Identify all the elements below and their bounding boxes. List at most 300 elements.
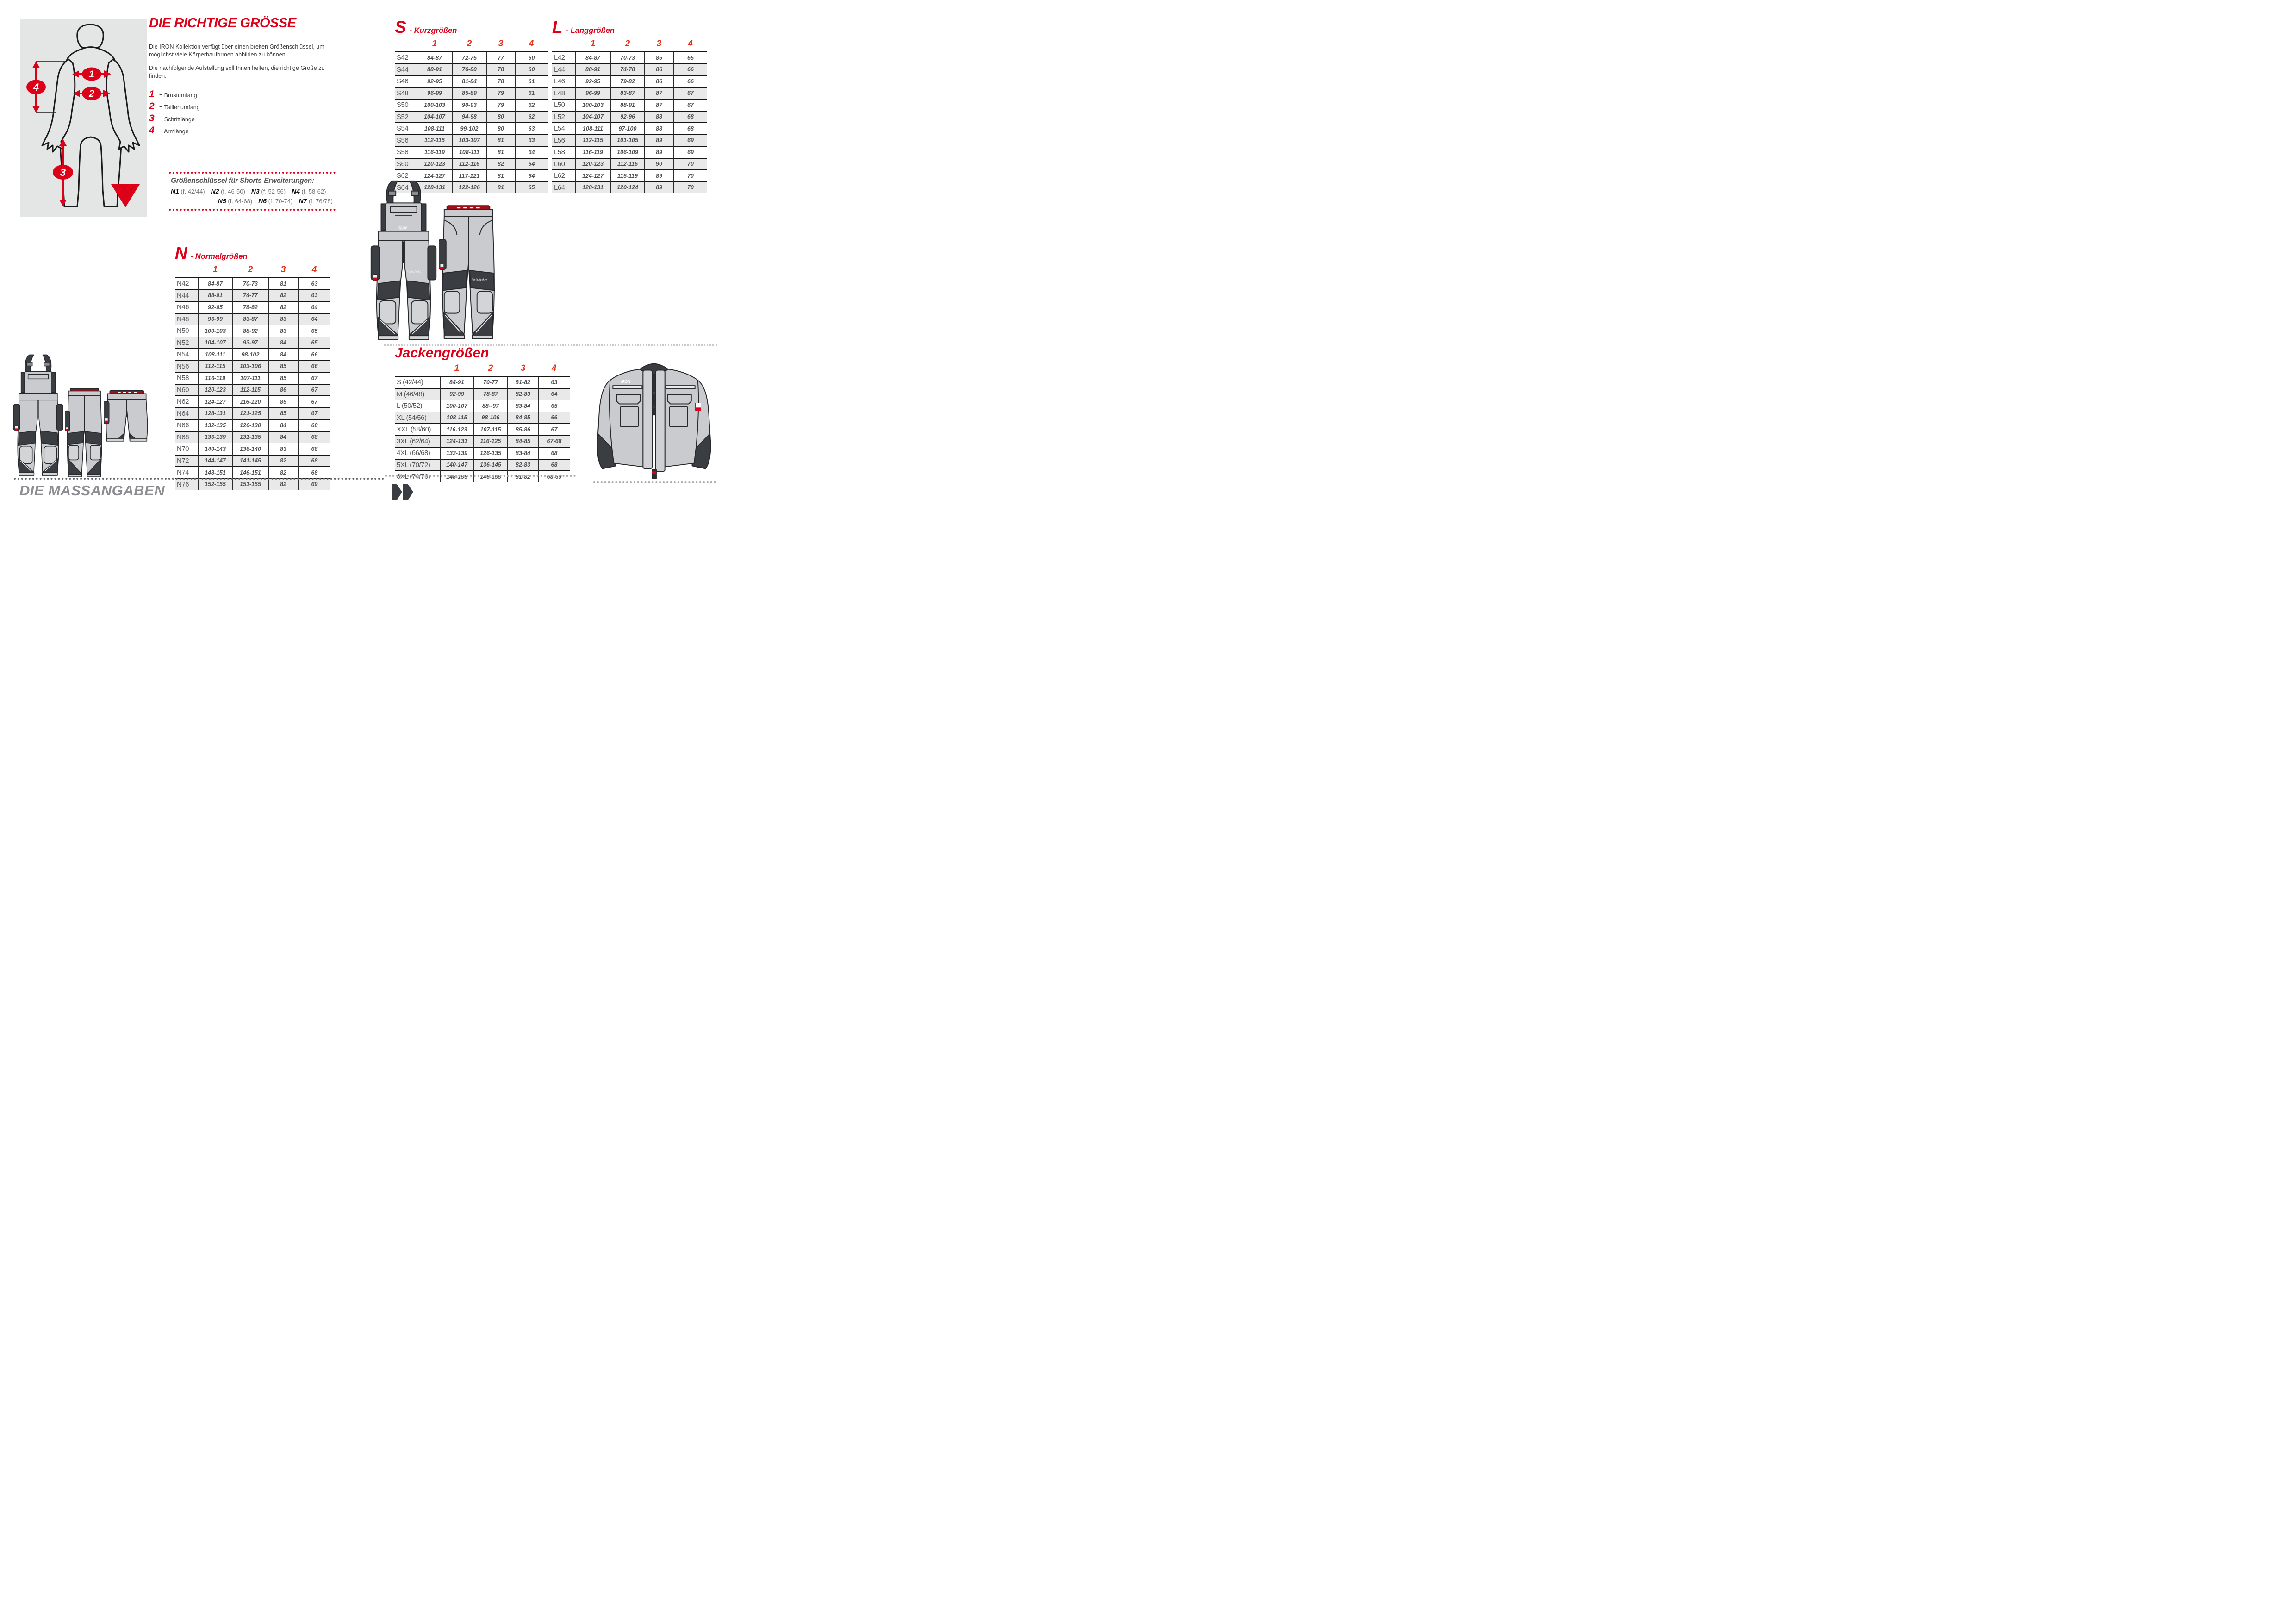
size-value: 116-119	[417, 146, 452, 158]
size-value: 67	[298, 408, 330, 420]
table-langgroessen	[552, 38, 707, 193]
size-value: 112-115	[575, 135, 610, 147]
legend-label: = Brustumfang	[159, 92, 197, 99]
size-value: 82	[268, 467, 298, 479]
size-value: 140-143	[198, 443, 232, 455]
size-value: 82	[268, 455, 298, 467]
size-value: 112-115	[198, 361, 232, 373]
size-label: 4XL (66/68)	[395, 447, 440, 459]
size-value: 100-107	[440, 400, 473, 412]
body-measurement-diagram	[20, 19, 147, 217]
size-label: S56	[395, 135, 417, 147]
size-value: 67	[673, 87, 707, 100]
size-value: 87	[645, 99, 673, 111]
intro-paragraph-2: Die nachfolgende Aufstellung soll Ihnen helfen, die richtige Größe zu finden.	[149, 64, 325, 79]
size-value: 76-80	[452, 64, 486, 76]
size-row	[175, 349, 330, 361]
col-header: 2	[467, 39, 472, 49]
size-value: 83	[268, 313, 298, 325]
size-value: 108-111	[417, 123, 452, 135]
size-value: 116-125	[473, 436, 508, 448]
size-value: 116-123	[440, 424, 473, 436]
size-label: 5XL (70/72)	[395, 459, 440, 471]
size-value: 79	[486, 99, 515, 111]
size-value: 112-115	[232, 384, 268, 396]
size-label: L50	[552, 99, 575, 111]
size-value: 81	[486, 135, 515, 147]
size-label: N56	[175, 361, 198, 373]
size-row	[395, 376, 570, 388]
size-value: 66	[673, 75, 707, 87]
size-value: 97-100	[610, 123, 645, 135]
size-value: 104-107	[198, 337, 232, 349]
size-value: 70	[673, 158, 707, 170]
size-value: 61	[515, 87, 548, 100]
size-value: 82	[268, 290, 298, 302]
size-value: 69	[673, 135, 707, 147]
shorts-key-item: N1 (f. 42/44)	[171, 187, 205, 195]
size-value: 93-97	[232, 337, 268, 349]
size-value: 98-102	[232, 349, 268, 361]
thigh-brand-label: #grizzlyskin	[471, 278, 487, 281]
size-value: 85	[645, 52, 673, 64]
size-row	[175, 396, 330, 408]
size-value: 120-124	[610, 182, 645, 194]
size-value: 86	[268, 384, 298, 396]
size-value: 103-106	[232, 361, 268, 373]
size-value: 92-99	[440, 388, 473, 400]
size-value: 126-135	[473, 447, 508, 459]
size-value: 136-139	[198, 431, 232, 443]
size-row	[175, 443, 330, 455]
size-label: S62	[395, 170, 417, 182]
size-value: 67	[298, 372, 330, 384]
section-jackengroessen	[395, 346, 570, 482]
size-value: 90-93	[452, 99, 486, 111]
size-value: 94-98	[452, 111, 486, 123]
size-label: L52	[552, 111, 575, 123]
size-label: S44	[395, 64, 417, 76]
size-value: 85	[268, 408, 298, 420]
size-row	[552, 135, 707, 147]
size-row	[175, 479, 330, 490]
size-label: N60	[175, 384, 198, 396]
col-header: 3	[280, 265, 286, 275]
size-value: 68	[298, 419, 330, 431]
size-value: 82-83	[508, 459, 538, 471]
size-value: 92-96	[610, 111, 645, 123]
size-value: 88-91	[575, 64, 610, 76]
section-heading-s: S - Kurzgrößen	[395, 18, 457, 37]
size-label: N58	[175, 372, 198, 384]
size-row	[552, 87, 707, 100]
divider-footer-left	[14, 478, 384, 480]
size-value: 128-131	[575, 182, 610, 194]
size-value: 84	[268, 337, 298, 349]
size-value: 84-85	[508, 412, 538, 424]
legend-item	[149, 113, 200, 124]
size-value: 64	[515, 170, 548, 182]
size-value: 72-75	[452, 52, 486, 64]
size-value: 63	[515, 135, 548, 147]
size-value: 124-127	[198, 396, 232, 408]
col-header: 2	[488, 363, 493, 373]
size-value: 66	[298, 349, 330, 361]
size-label: N54	[175, 349, 198, 361]
size-value: 108-111	[575, 123, 610, 135]
legend-number: 1	[149, 89, 155, 100]
size-value: 100-103	[198, 325, 232, 337]
size-label: 6XL (74/76)	[395, 471, 440, 482]
size-value: 68	[673, 111, 707, 123]
size-value: 68	[538, 447, 570, 459]
size-value: 68	[673, 123, 707, 135]
size-value: 69	[298, 479, 330, 490]
size-value: 148-151	[198, 467, 232, 479]
footer-title: DIE MASSANGABEN	[19, 482, 165, 499]
size-value: 64	[298, 301, 330, 313]
size-row	[395, 158, 548, 170]
size-value: 60	[515, 52, 548, 64]
size-value: 122-126	[452, 182, 486, 194]
col-header: 3	[520, 363, 526, 373]
size-value: 85	[268, 361, 298, 373]
size-label: XXL (58/60)	[395, 424, 440, 436]
size-value: 132-139	[440, 447, 473, 459]
size-value: 84-87	[198, 278, 232, 290]
size-value: 70	[673, 170, 707, 182]
size-value: 88-92	[232, 325, 268, 337]
size-row	[395, 52, 548, 64]
size-label: N68	[175, 431, 198, 443]
col-header: 4	[551, 363, 557, 373]
size-value: 108-111	[198, 349, 232, 361]
size-label: L42	[552, 52, 575, 64]
size-value: 85	[268, 372, 298, 384]
size-value: 88	[645, 111, 673, 123]
col-header: 3	[656, 39, 662, 49]
size-value: 68	[298, 431, 330, 443]
brand-logo-icon	[15, 426, 18, 431]
size-value: 65	[298, 337, 330, 349]
size-row	[552, 64, 707, 76]
size-label: S64	[395, 182, 417, 194]
col-header: 4	[688, 39, 693, 49]
col-header: 2	[625, 39, 630, 49]
shorts-size-key	[169, 172, 336, 211]
size-value: 65	[515, 182, 548, 194]
size-value: 116-119	[575, 146, 610, 158]
col-header: 4	[311, 265, 317, 275]
size-value: 108-115	[440, 412, 473, 424]
size-value: 120-123	[575, 158, 610, 170]
size-label: L60	[552, 158, 575, 170]
size-value: 67-68	[538, 436, 570, 448]
size-row	[552, 52, 707, 64]
size-value: 64	[298, 313, 330, 325]
col-header: 3	[498, 39, 504, 49]
legend-number: 3	[149, 113, 155, 124]
size-value: 66	[298, 361, 330, 373]
size-value: 99-102	[452, 123, 486, 135]
size-value: 64	[515, 158, 548, 170]
section-heading-l: L - Langgrößen	[552, 18, 615, 37]
shorts-key-title: Größenschlüssel für Shorts-Erweiterungen:	[171, 177, 314, 185]
section-normalgroessen	[175, 244, 330, 490]
size-value: 83	[268, 443, 298, 455]
size-label: L54	[552, 123, 575, 135]
size-value: 81	[486, 146, 515, 158]
size-value: 70-73	[610, 52, 645, 64]
size-value: 136-140	[232, 443, 268, 455]
size-value: 84-87	[417, 52, 452, 64]
size-row	[552, 146, 707, 158]
size-value: 70-77	[473, 376, 508, 388]
size-label: N64	[175, 408, 198, 420]
shorts-key-row-1	[171, 187, 334, 195]
size-value: 92-95	[575, 75, 610, 87]
size-value: 131-135	[232, 431, 268, 443]
badge-3: 3	[60, 167, 66, 178]
legend-item	[149, 101, 200, 112]
size-value: 66	[673, 64, 707, 76]
shorts-key-item: N5 (f. 64-68)	[218, 197, 253, 205]
size-value: 115-119	[610, 170, 645, 182]
size-row	[552, 170, 707, 182]
size-row	[175, 325, 330, 337]
size-row	[175, 419, 330, 431]
size-row	[395, 64, 548, 76]
size-value: 82	[486, 158, 515, 170]
size-value: 80	[486, 111, 515, 123]
size-value: 90	[645, 158, 673, 170]
page-title: DIE RICHTIGE GRÖSSE	[149, 16, 296, 31]
size-value: 62	[515, 111, 548, 123]
size-value: 84-91	[440, 376, 473, 388]
section-heading-jacket: Jackengrößen	[395, 345, 489, 361]
size-row	[175, 408, 330, 420]
size-row	[395, 135, 548, 147]
size-value: 92-95	[417, 75, 452, 87]
size-row	[395, 146, 548, 158]
size-label: L46	[552, 75, 575, 87]
size-value: 116-120	[232, 396, 268, 408]
size-value: 83	[268, 325, 298, 337]
size-value: 64	[538, 388, 570, 400]
size-label: N74	[175, 467, 198, 479]
size-label: N44	[175, 290, 198, 302]
table-jackengroessen	[395, 363, 570, 482]
size-value: 81	[268, 278, 298, 290]
size-label: N70	[175, 443, 198, 455]
size-label: L58	[552, 146, 575, 158]
size-value: 67	[298, 384, 330, 396]
section-langgroessen	[552, 19, 707, 193]
col-header: 1	[590, 39, 596, 49]
size-row	[395, 99, 548, 111]
column-header-row	[395, 363, 570, 376]
size-value: 85-86	[508, 424, 538, 436]
size-label: N52	[175, 337, 198, 349]
divider-above-jacket-section	[384, 344, 717, 346]
size-value: 83-87	[610, 87, 645, 100]
col-header: 1	[454, 363, 460, 373]
jacket-illustration	[594, 356, 714, 483]
size-value: 78	[486, 64, 515, 76]
size-value: 103-107	[452, 135, 486, 147]
size-value: 100-103	[575, 99, 610, 111]
brand-logo-icon	[66, 427, 68, 431]
size-value: 65	[673, 52, 707, 64]
size-value: 112-116	[610, 158, 645, 170]
size-value: 144-147	[198, 455, 232, 467]
size-value: 112-116	[452, 158, 486, 170]
size-value: 151-155	[232, 479, 268, 490]
size-value: 85	[268, 396, 298, 408]
size-row	[395, 111, 548, 123]
size-label: S54	[395, 123, 417, 135]
size-label: L62	[552, 170, 575, 182]
size-value: 81-84	[452, 75, 486, 87]
size-value: 67	[538, 424, 570, 436]
size-value: 81-82	[508, 376, 538, 388]
size-value: 84	[268, 419, 298, 431]
double-chevron-right-icon	[391, 483, 413, 501]
size-value: 80	[486, 123, 515, 135]
size-row	[395, 436, 570, 448]
size-value: 84-85	[508, 436, 538, 448]
size-value: 74-77	[232, 290, 268, 302]
brand-logo-icon	[696, 403, 701, 411]
size-value: 120-123	[198, 384, 232, 396]
size-value: 96-99	[198, 313, 232, 325]
size-label: S58	[395, 146, 417, 158]
size-value: 116-119	[198, 372, 232, 384]
size-value: 84	[268, 431, 298, 443]
size-value: 82	[268, 301, 298, 313]
size-value: 112-115	[417, 135, 452, 147]
size-value: 88--97	[473, 400, 508, 412]
size-value: 81	[486, 170, 515, 182]
size-value: 146-155	[473, 471, 508, 482]
legend-item	[149, 125, 200, 136]
size-value: 104-107	[575, 111, 610, 123]
size-row	[395, 87, 548, 100]
section-heading-n: N - Normalgrößen	[175, 244, 248, 262]
size-value: 61	[515, 75, 548, 87]
size-value: 140-147	[440, 459, 473, 471]
size-value: 136-145	[473, 459, 508, 471]
size-chart-page	[0, 0, 717, 507]
size-label: S (42/44)	[395, 376, 440, 388]
size-value: 79-82	[610, 75, 645, 87]
size-row	[175, 467, 330, 479]
size-value: 83-84	[508, 447, 538, 459]
size-value: 128-131	[417, 182, 452, 194]
size-value: 100-103	[417, 99, 452, 111]
size-label: N48	[175, 313, 198, 325]
jacket-brand-label: IRON	[621, 380, 630, 384]
size-value: 63	[538, 376, 570, 388]
size-value: 64	[515, 146, 548, 158]
size-value: 124-127	[575, 170, 610, 182]
size-value: 104-107	[417, 111, 452, 123]
size-value: 92-95	[198, 301, 232, 313]
size-value: 96-99	[417, 87, 452, 100]
column-header-row	[552, 38, 707, 52]
size-value: 86	[645, 64, 673, 76]
size-row	[395, 447, 570, 459]
brand-logo-icon	[105, 418, 108, 423]
size-value: 117-121	[452, 170, 486, 182]
size-row	[175, 431, 330, 443]
size-row	[552, 123, 707, 135]
size-row	[552, 75, 707, 87]
size-value: 70	[673, 182, 707, 194]
size-value: 84	[268, 349, 298, 361]
brand-logo-icon	[373, 275, 377, 281]
size-value: 124-127	[417, 170, 452, 182]
intro-paragraph-1: Die IRON Kollektion verfügt über einen breiten Größenschlüssel, um möglichst viele Körperbauformen abbilden zu können.	[149, 43, 324, 58]
size-row	[395, 424, 570, 436]
size-value: 62	[515, 99, 548, 111]
size-value: 74-78	[610, 64, 645, 76]
size-label: N42	[175, 278, 198, 290]
col-header: 1	[432, 39, 437, 49]
table-kurzgroessen	[395, 38, 548, 193]
size-value: 83-84	[508, 400, 538, 412]
legend-number: 4	[149, 125, 155, 136]
size-value: 70-73	[232, 278, 268, 290]
col-header: 2	[248, 265, 253, 275]
size-row	[395, 75, 548, 87]
size-value: 107-111	[232, 372, 268, 384]
size-value: 60	[515, 64, 548, 76]
size-value: 89	[645, 170, 673, 182]
shorts-key-item: N4 (f. 58-62)	[292, 187, 326, 195]
size-label: L56	[552, 135, 575, 147]
size-value: 82-83	[508, 388, 538, 400]
badge-2: 2	[89, 88, 94, 99]
size-value: 63	[298, 290, 330, 302]
body-figure-illustration	[20, 19, 147, 217]
legend-number: 2	[149, 101, 155, 112]
size-value: 89	[645, 182, 673, 194]
thigh-brand-label: #grizzlyskin	[406, 270, 423, 274]
size-row	[395, 388, 570, 400]
size-row	[552, 158, 707, 170]
size-row	[175, 290, 330, 302]
size-value: 83-87	[232, 313, 268, 325]
size-value: 89	[645, 135, 673, 147]
size-value: 85-89	[452, 87, 486, 100]
size-label: N46	[175, 301, 198, 313]
legend-label: = Schrittlänge	[159, 116, 195, 123]
size-label: N50	[175, 325, 198, 337]
size-value: 89	[645, 146, 673, 158]
col-header: 1	[212, 265, 218, 275]
size-row	[175, 361, 330, 373]
size-row	[175, 384, 330, 396]
size-label: L44	[552, 64, 575, 76]
size-value: 67	[673, 99, 707, 111]
size-label: S48	[395, 87, 417, 100]
bib-brand-label: IRON	[398, 226, 407, 231]
shorts-key-item: N2 (f. 46-50)	[211, 187, 245, 195]
size-label: S60	[395, 158, 417, 170]
size-value: 107-115	[473, 424, 508, 436]
size-value: 81	[486, 182, 515, 194]
